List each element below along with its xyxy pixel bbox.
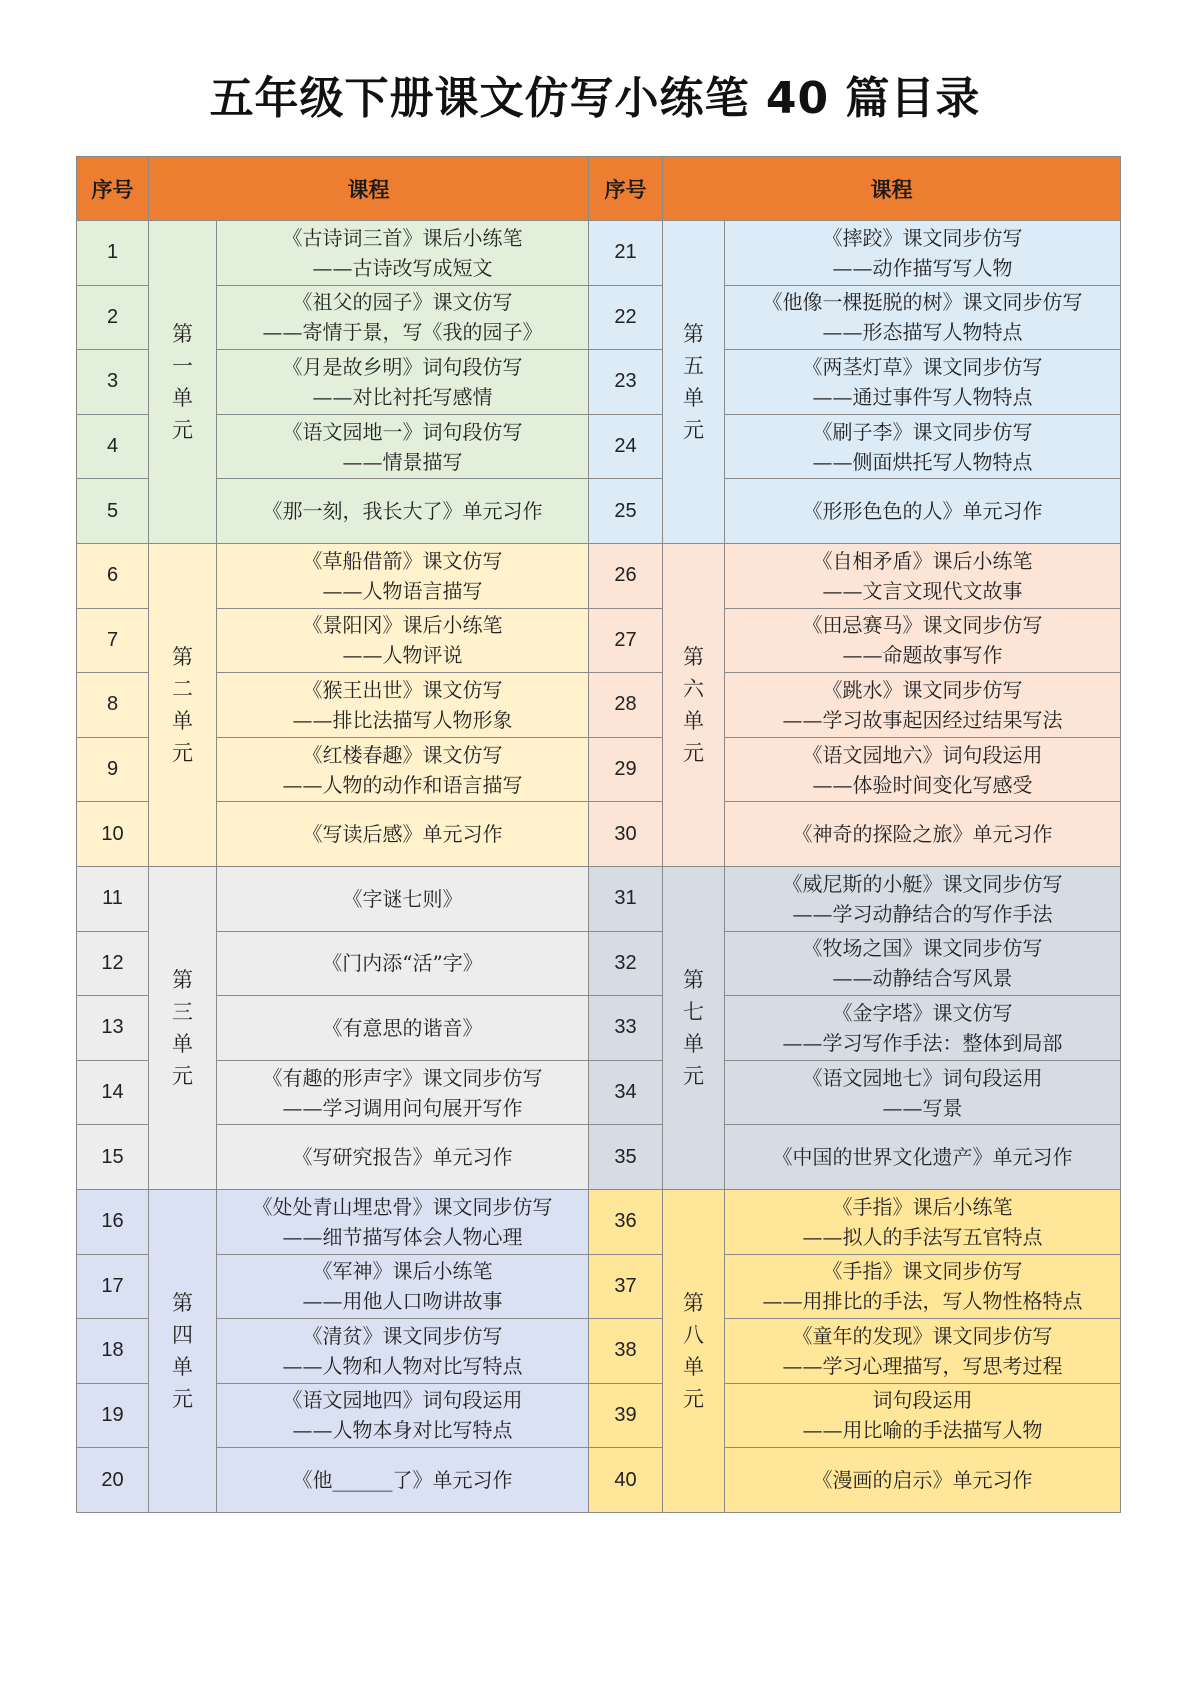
lesson-subtitle: ——人物评说 xyxy=(342,643,463,668)
lesson-course xyxy=(725,673,1121,738)
lesson-course xyxy=(217,1448,589,1513)
lesson-number: 34 xyxy=(589,1060,663,1125)
lesson-course xyxy=(217,1254,589,1319)
unit-label-char: 元 xyxy=(172,1386,193,1411)
lesson-number: 21 xyxy=(589,221,663,286)
unit-label-char: 第 xyxy=(683,1290,704,1315)
table-row xyxy=(77,1448,1121,1513)
lesson-number: 12 xyxy=(77,931,149,996)
lesson-title: 《门内添“活”字》 xyxy=(322,951,483,976)
lesson-title: 《语文园地六》词句段运用 xyxy=(802,742,1043,767)
table-row xyxy=(77,996,1121,1061)
lesson-number: 23 xyxy=(589,350,663,415)
lesson-course xyxy=(217,866,589,931)
table-row xyxy=(77,673,1121,738)
lesson-number: 27 xyxy=(589,608,663,673)
unit-label-char: 第 xyxy=(172,967,193,992)
lesson-course xyxy=(217,608,589,673)
lesson-title: 《他______了》单元习作 xyxy=(292,1468,513,1493)
lesson-number: 35 xyxy=(589,1125,663,1190)
lesson-number: 15 xyxy=(77,1125,149,1190)
lesson-subtitle: ——学习故事起因经过结果写法 xyxy=(782,707,1063,732)
lesson-course xyxy=(725,608,1121,673)
lesson-course xyxy=(217,221,589,286)
table-row xyxy=(77,1060,1121,1125)
lesson-subtitle: ——文言文现代文故事 xyxy=(822,578,1023,603)
lesson-title: 《古诗词三首》课后小练笔 xyxy=(282,225,523,250)
lesson-subtitle: ——人物和人物对比写特点 xyxy=(282,1353,523,1378)
lesson-number: 8 xyxy=(77,673,149,738)
lesson-course xyxy=(217,285,589,350)
unit-label-char: 第 xyxy=(172,644,193,669)
lesson-number: 37 xyxy=(589,1254,663,1319)
lesson-number: 29 xyxy=(589,737,663,802)
unit-label-char: 元 xyxy=(172,740,193,765)
lesson-number: 10 xyxy=(77,802,149,867)
toc-table xyxy=(76,156,1121,1513)
lesson-number: 28 xyxy=(589,673,663,738)
lesson-subtitle: ——古诗改写成短文 xyxy=(312,255,493,280)
lesson-subtitle: ——情景描写 xyxy=(342,449,463,474)
lesson-number: 24 xyxy=(589,414,663,479)
lesson-course xyxy=(725,1448,1121,1513)
lesson-course xyxy=(725,1319,1121,1384)
lesson-number: 38 xyxy=(589,1319,663,1384)
unit-label xyxy=(149,866,217,1189)
lesson-subtitle: ——体验时间变化写感受 xyxy=(812,772,1033,797)
lesson-title: 《字谜七则》 xyxy=(342,886,463,911)
lesson-title: 《写研究报告》单元习作 xyxy=(292,1145,513,1170)
table-row xyxy=(77,1254,1121,1319)
unit-label-char: 元 xyxy=(683,1386,704,1411)
table-row xyxy=(77,479,1121,544)
lesson-title: 《漫画的启示》单元习作 xyxy=(812,1468,1033,1493)
unit-label xyxy=(149,1189,217,1512)
lesson-subtitle: ——动作描写写人物 xyxy=(832,255,1013,280)
lesson-number: 40 xyxy=(589,1448,663,1513)
lesson-number: 9 xyxy=(77,737,149,802)
table-row xyxy=(77,285,1121,350)
lesson-subtitle: ——侧面烘托写人物特点 xyxy=(812,449,1033,474)
lesson-title: 《语文园地七》词句段运用 xyxy=(802,1065,1043,1090)
unit-label-char: 六 xyxy=(683,676,704,701)
lesson-number: 39 xyxy=(589,1383,663,1448)
unit-label-char: 单 xyxy=(683,1354,704,1379)
lesson-subtitle: ——通过事件写人物特点 xyxy=(812,384,1033,409)
unit-label-char: 单 xyxy=(172,1031,193,1056)
lesson-course xyxy=(217,673,589,738)
lesson-title: 《威尼斯的小艇》课文同步仿写 xyxy=(782,871,1063,896)
lesson-subtitle: ——学习心理描写，写思考过程 xyxy=(782,1353,1063,1378)
table-row xyxy=(77,1189,1121,1254)
table-row xyxy=(77,1319,1121,1384)
lesson-course xyxy=(217,931,589,996)
lesson-number: 5 xyxy=(77,479,149,544)
table-row xyxy=(77,414,1121,479)
lesson-title: 词句段运用 xyxy=(872,1388,973,1413)
unit-label-char: 单 xyxy=(172,708,193,733)
lesson-course xyxy=(725,866,1121,931)
lesson-title: 《红楼春趣》课文仿写 xyxy=(302,742,503,767)
lesson-course xyxy=(217,802,589,867)
lesson-course xyxy=(725,1125,1121,1190)
lesson-title: 《清贫》课文同步仿写 xyxy=(302,1323,503,1348)
lesson-number: 36 xyxy=(589,1189,663,1254)
lesson-course xyxy=(725,996,1121,1061)
lesson-course xyxy=(725,479,1121,544)
lesson-number: 22 xyxy=(589,285,663,350)
table-row xyxy=(77,350,1121,415)
header-course-right: 课程 xyxy=(663,157,1121,221)
unit-label xyxy=(149,221,217,544)
lesson-title: 《中国的世界文化遗产》单元习作 xyxy=(772,1145,1073,1170)
lesson-course xyxy=(217,1319,589,1384)
lesson-number: 1 xyxy=(77,221,149,286)
lesson-course xyxy=(725,1383,1121,1448)
lesson-subtitle: ——写景 xyxy=(882,1095,963,1120)
table-row xyxy=(77,931,1121,996)
lesson-title: 《猴王出世》课文仿写 xyxy=(302,677,503,702)
unit-label-char: 单 xyxy=(172,1354,193,1379)
lesson-title: 《祖父的园子》课文仿写 xyxy=(292,290,513,315)
lesson-subtitle: ——人物的动作和语言描写 xyxy=(282,772,523,797)
lesson-number: 18 xyxy=(77,1319,149,1384)
unit-label xyxy=(663,866,725,1189)
lesson-title: 《摔跤》课文同步仿写 xyxy=(822,225,1023,250)
lesson-subtitle: ——学习动静结合的写作手法 xyxy=(792,901,1053,926)
lesson-course xyxy=(725,543,1121,608)
lesson-title: 《有意思的谐音》 xyxy=(322,1015,483,1040)
lesson-course xyxy=(725,414,1121,479)
lesson-number: 32 xyxy=(589,931,663,996)
lesson-number: 19 xyxy=(77,1383,149,1448)
lesson-course xyxy=(217,350,589,415)
lesson-subtitle: ——拟人的手法写五官特点 xyxy=(802,1224,1043,1249)
unit-label-char: 三 xyxy=(172,999,193,1024)
lesson-title: 《草船借箭》课文仿写 xyxy=(302,548,503,573)
table-row xyxy=(77,1125,1121,1190)
lesson-subtitle: ——用他人口吻讲故事 xyxy=(302,1289,503,1314)
lesson-title: 《手指》课文同步仿写 xyxy=(822,1259,1023,1284)
toc-body xyxy=(77,221,1121,1513)
unit-label-char: 元 xyxy=(172,417,193,442)
lesson-course xyxy=(725,737,1121,802)
lesson-title: 《神奇的探险之旅》单元习作 xyxy=(792,822,1053,847)
lesson-title: 《两茎灯草》课文同步仿写 xyxy=(802,354,1043,379)
lesson-subtitle: ——形态描写人物特点 xyxy=(822,320,1023,345)
unit-label-char: 第 xyxy=(172,321,193,346)
unit-label xyxy=(663,221,725,544)
lesson-title: 《自相矛盾》课后小练笔 xyxy=(812,548,1033,573)
lesson-number: 11 xyxy=(77,866,149,931)
table-row xyxy=(77,1383,1121,1448)
unit-label-char: 单 xyxy=(683,708,704,733)
lesson-course xyxy=(725,802,1121,867)
unit-label-char: 一 xyxy=(172,353,193,378)
lesson-number: 7 xyxy=(77,608,149,673)
lesson-title: 《军神》课后小练笔 xyxy=(312,1259,493,1284)
lesson-course xyxy=(217,1060,589,1125)
lesson-title: 《有趣的形声字》课文同步仿写 xyxy=(262,1065,543,1090)
unit-label-char: 八 xyxy=(683,1322,704,1347)
lesson-title: 《田忌赛马》课文同步仿写 xyxy=(802,613,1043,638)
unit-label-char: 元 xyxy=(683,740,704,765)
lesson-subtitle: ——用排比的手法，写人物性格特点 xyxy=(762,1289,1083,1314)
header-row xyxy=(77,157,1121,221)
lesson-course xyxy=(725,1254,1121,1319)
unit-label-char: 四 xyxy=(172,1322,193,1347)
unit-label-char: 第 xyxy=(683,967,704,992)
lesson-course xyxy=(725,350,1121,415)
lesson-course xyxy=(725,285,1121,350)
lesson-subtitle: ——排比法描写人物形象 xyxy=(292,707,513,732)
lesson-number: 25 xyxy=(589,479,663,544)
lesson-title: 《金字塔》课文仿写 xyxy=(832,1000,1013,1025)
unit-label-char: 单 xyxy=(683,1031,704,1056)
lesson-course xyxy=(217,414,589,479)
unit-label xyxy=(663,1189,725,1512)
lesson-subtitle: ——人物本身对比写特点 xyxy=(292,1418,513,1443)
lesson-course xyxy=(217,1189,589,1254)
lesson-subtitle: ——用比喻的手法描写人物 xyxy=(802,1418,1043,1443)
lesson-course xyxy=(217,1383,589,1448)
lesson-number: 17 xyxy=(77,1254,149,1319)
table-row xyxy=(77,608,1121,673)
table-row xyxy=(77,543,1121,608)
lesson-number: 4 xyxy=(77,414,149,479)
unit-label-char: 单 xyxy=(683,385,704,410)
lesson-number: 3 xyxy=(77,350,149,415)
unit-label-char: 第 xyxy=(683,321,704,346)
lesson-subtitle: ——对比衬托写感情 xyxy=(312,384,493,409)
unit-label-char: 元 xyxy=(683,417,704,442)
lesson-course xyxy=(725,221,1121,286)
lesson-number: 14 xyxy=(77,1060,149,1125)
lesson-title: 《语文园地四》词句段运用 xyxy=(282,1388,523,1413)
table-row xyxy=(77,221,1121,286)
lesson-course xyxy=(725,1189,1121,1254)
unit-label-char: 单 xyxy=(172,385,193,410)
lesson-number: 16 xyxy=(77,1189,149,1254)
lesson-number: 20 xyxy=(77,1448,149,1513)
lesson-number: 6 xyxy=(77,543,149,608)
lesson-subtitle: ——细节描写体会人物心理 xyxy=(282,1224,523,1249)
unit-label-char: 元 xyxy=(172,1063,193,1088)
lesson-title: 《景阳冈》课后小练笔 xyxy=(302,613,503,638)
unit-label-char: 五 xyxy=(683,353,704,378)
lesson-number: 33 xyxy=(589,996,663,1061)
header-course-left: 课程 xyxy=(149,157,589,221)
lesson-subtitle: ——学习调用问句展开写作 xyxy=(282,1095,523,1120)
lesson-course xyxy=(217,737,589,802)
lesson-title: 《手指》课后小练笔 xyxy=(832,1194,1013,1219)
lesson-subtitle: ——寄情于景，写《我的园子》 xyxy=(262,320,543,345)
table-row xyxy=(77,866,1121,931)
lesson-course xyxy=(217,543,589,608)
lesson-subtitle: ——学习写作手法：整体到局部 xyxy=(782,1030,1063,1055)
lesson-number: 30 xyxy=(589,802,663,867)
unit-label xyxy=(663,543,725,866)
lesson-number: 31 xyxy=(589,866,663,931)
lesson-title: 《语文园地一》词句段仿写 xyxy=(282,419,523,444)
lesson-title: 《牧场之国》课文同步仿写 xyxy=(802,936,1043,961)
lesson-number: 13 xyxy=(77,996,149,1061)
unit-label-char: 二 xyxy=(172,676,193,701)
unit-label-char: 七 xyxy=(683,999,704,1024)
lesson-title: 《跳水》课文同步仿写 xyxy=(822,677,1023,702)
lesson-number: 2 xyxy=(77,285,149,350)
lesson-course xyxy=(217,1125,589,1190)
lesson-number: 26 xyxy=(589,543,663,608)
lesson-title: 《那一刻，我长大了》单元习作 xyxy=(262,499,543,524)
lesson-title: 《写读后感》单元习作 xyxy=(302,822,503,847)
page-title: 五年级下册课文仿写小练笔 40 篇目录 xyxy=(209,73,981,124)
header-num-left: 序号 xyxy=(77,157,149,221)
table-row xyxy=(77,802,1121,867)
lesson-course xyxy=(725,1060,1121,1125)
lesson-title: 《他像一棵挺脱的树》课文同步仿写 xyxy=(762,290,1083,315)
table-row xyxy=(77,737,1121,802)
lesson-subtitle: ——命题故事写作 xyxy=(842,643,1003,668)
lesson-title: 《刷子李》课文同步仿写 xyxy=(812,419,1033,444)
lesson-course xyxy=(725,931,1121,996)
lesson-subtitle: ——人物语言描写 xyxy=(322,578,483,603)
header-num-right: 序号 xyxy=(589,157,663,221)
unit-label-char: 第 xyxy=(172,1290,193,1315)
unit-label-char: 元 xyxy=(683,1063,704,1088)
lesson-title: 《童年的发现》课文同步仿写 xyxy=(792,1323,1053,1348)
lesson-course xyxy=(217,479,589,544)
unit-label xyxy=(149,543,217,866)
lesson-course xyxy=(217,996,589,1061)
unit-label-char: 第 xyxy=(683,644,704,669)
lesson-title: 《月是故乡明》词句段仿写 xyxy=(282,354,523,379)
lesson-title: 《形形色色的人》单元习作 xyxy=(802,499,1043,524)
lesson-title: 《处处青山埋忠骨》课文同步仿写 xyxy=(252,1194,553,1219)
lesson-subtitle: ——动静结合写风景 xyxy=(832,966,1013,991)
